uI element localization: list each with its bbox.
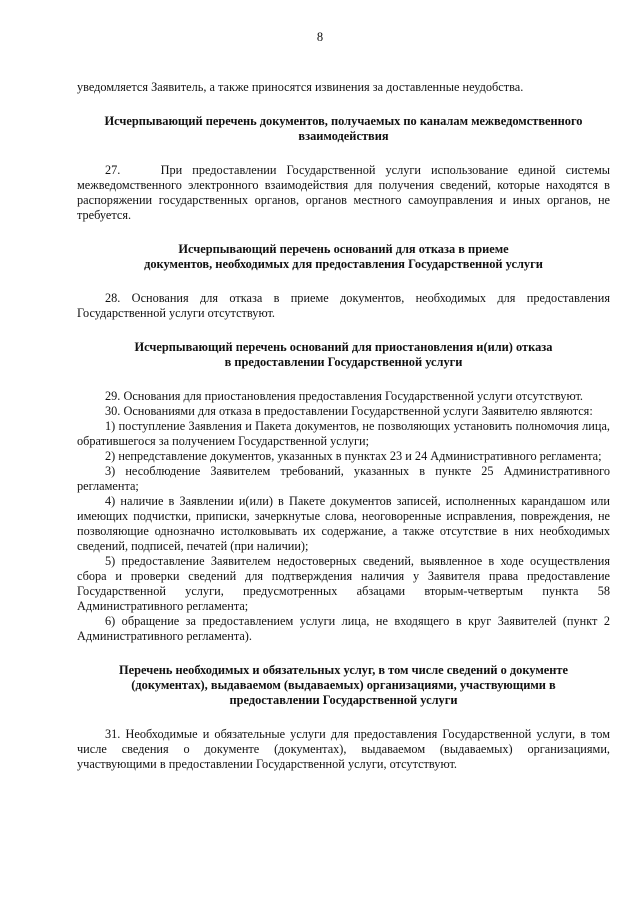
list-item-2: 2) непредставление документов, указанных в пунктах 23 и 24 Административного регламента; — [105, 449, 602, 463]
paragraph-29: 29. Основания для приостановления предоставления Государственной услуги отсутствуют. — [105, 389, 583, 403]
list-item-6: 6) обращение за предоставлением услуги лица, не входящего в круг Заявителей (пункт 2 Административного регламента). — [77, 614, 610, 643]
section-heading-interagency-documents — [77, 114, 610, 144]
heading-line: Исчерпывающий перечень документов, получаемых по каналам межведомственного — [104, 114, 583, 128]
heading-line: предоставлении Государственной услуги — [229, 693, 458, 707]
page-number: 8 — [316, 30, 324, 44]
section-heading-suspension-refusal — [77, 340, 610, 370]
heading-line: Исчерпывающий перечень оснований для приостановления и(или) отказа — [134, 340, 553, 354]
list-item-1: 1) поступление Заявления и Пакета документов, не позволяющих установить полномочия лица, обратившегося за получением Государственной услуги; — [77, 419, 610, 448]
section-heading-required-services — [77, 663, 610, 708]
document-body — [77, 80, 610, 772]
list-item-3: 3) несоблюдение Заявителем требований, указанных в пункте 25 Административного регламента; — [77, 464, 610, 493]
heading-line: Перечень необходимых и обязательных услуг, в том числе сведений о документе — [119, 663, 568, 677]
list-item-4: 4) наличие в Заявлении и(или) в Пакете документов записей, исполненных карандашом или имеющих подчистки, приписки, зачеркнутые слова, неоговоренные исправления, повреждения, не позволяющие однозначно истолковывать их содержание, а также отсутствие в них необходимых сведений, подписей, печатей (при наличии); — [77, 494, 610, 553]
heading-line: в предоставлении Государственной услуги — [224, 355, 463, 369]
list-item-5: 5) предоставление Заявителем недостоверных сведений, выявленное в ходе осуществления сбора и проверки сведений для подтверждения наличия у Заявителя права предоставление Государственной услуги, предусмотренных абзацами вторым-четвертым пункта 58 Административного регламента; — [77, 554, 610, 613]
paragraph-28: 28. Основания для отказа в приеме документов, необходимых для предоставления Государственной услуги отсутствуют. — [77, 291, 610, 320]
paragraph-27: 27. При предоставлении Государственной услуги использование единой системы межведомственного электронного взаимодействия для получения сведений, которые находятся в распоряжении государственных органов, органов местного самоуправления и иных органов, не требуется. — [77, 163, 610, 222]
section-heading-refusal-acceptance — [77, 242, 610, 272]
paragraph-30: 30. Основаниями для отказа в предоставлении Государственной услуги Заявителю являются: — [105, 404, 593, 418]
heading-line: документов, необходимых для предоставления Государственной услуги — [144, 257, 543, 271]
heading-line: (документах), выдаваемом (выдаваемых) организациями, участвующими в — [131, 678, 556, 692]
paragraph-continuation: уведомляется Заявитель, а также приносятся извинения за доставленные неудобства. — [77, 80, 524, 94]
heading-line: Исчерпывающий перечень оснований для отказа в приеме — [178, 242, 509, 256]
paragraph-31: 31. Необходимые и обязательные услуги для предоставления Государственной услуги, в том числе сведения о документе (документах), выдаваемом (выдаваемых) организациями, участвующими в предоставлении Государственной услуги, отсутствуют. — [77, 727, 610, 771]
heading-line: взаимодействия — [298, 129, 389, 143]
